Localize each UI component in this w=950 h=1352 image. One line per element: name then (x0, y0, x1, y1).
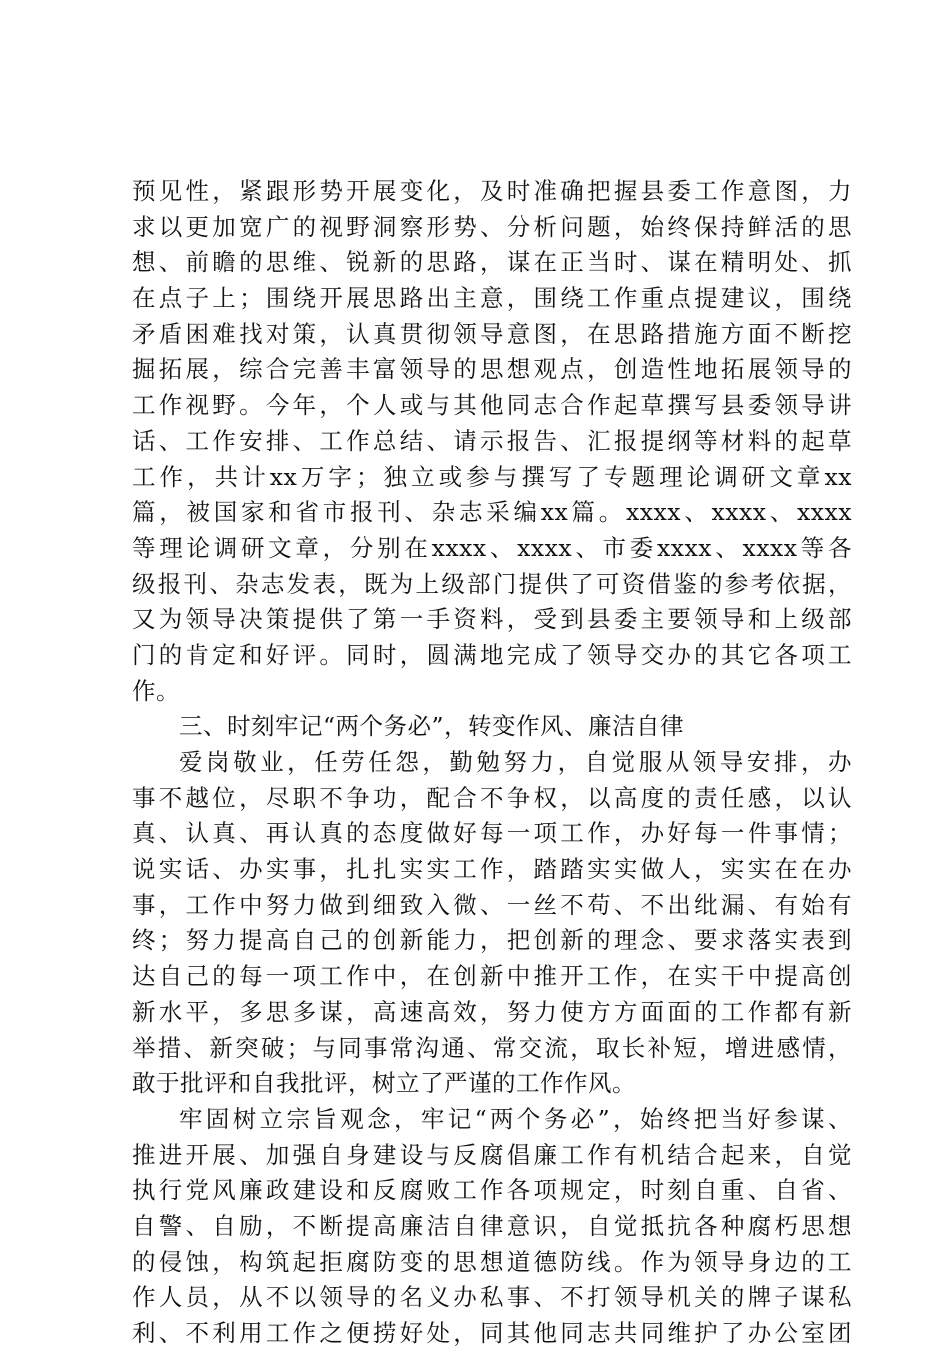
text-line: 在点子上；围绕开展思路出主意，围绕工作重点提建议，围绕 (132, 284, 852, 313)
document-body (132, 174, 852, 1352)
text-line: 想、前瞻的思维、锐新的思路，谋在正当时、谋在精明处、抓 (132, 248, 852, 277)
text-line: 预见性，紧跟形势开展变化，及时准确把握县委工作意图，力 (132, 177, 852, 205)
text-line: 掘拓展，综合完善丰富领导的思想观点，创造性地拓展领导的 (132, 355, 852, 384)
text-line: 求以更加宽广的视野洞察形势、分析问题，始终保持鲜活的思 (132, 212, 852, 241)
text-line: 又为领导决策提供了第一手资料，受到县委主要领导和上级部 (132, 605, 852, 634)
text-line: 的侵蚀，构筑起拒腐防变的思想道德防线。作为领导身边的工 (132, 1247, 852, 1276)
text-line: 真、认真、再认真的态度做好每一项工作，办好每一件事情； (132, 819, 852, 848)
text-line: 话、工作安排、工作总结、请示报告、汇报提纲等材料的起草 (132, 426, 852, 455)
text-line: 矛盾困难找对策，认真贯彻领导意图，在思路措施方面不断挖 (132, 319, 852, 348)
text-line: 事不越位，尽职不争功，配合不争权，以高度的责任感，以认 (132, 783, 852, 812)
text-line: 工作视野。今年，个人或与其他同志合作起草撰写县委领导讲 (132, 391, 852, 420)
text-line: 终；努力提高自己的创新能力，把创新的理念、要求落实表到 (132, 926, 852, 955)
text-line: 等理论调研文章，分别在xxxx、xxxx、市委xxxx、xxxx等各 (132, 533, 852, 562)
text-line: 事，工作中努力做到细致入微、一丝不苟、不出纰漏、有始有 (132, 890, 852, 919)
text-line: 自警、自励，不断提高廉洁自律意识，自觉抵抗各种腐朽思想 (132, 1211, 852, 1240)
text-line: 推进开展、加强自身建设与反腐倡廉工作有机结合起来，自觉 (132, 1140, 852, 1169)
text-line: 敢于批评和自我批评，树立了严谨的工作作风。 (132, 1069, 636, 1098)
text-line: 执行党风廉政建设和反腐败工作各项规定，时刻自重、自省、 (132, 1176, 852, 1205)
text-line: 说实话、办实事，扎扎实实工作，踏踏实实做人，实实在在办 (132, 855, 852, 884)
text-line: 工作，共计xx万字；独立或参与撰写了专题理论调研文章xx (132, 462, 852, 491)
text-line: 级报刊、杂志发表，既为上级部门提供了可资借鉴的参考依据， (132, 569, 852, 598)
section-heading: 三、时刻牢记“两个务必”，转变作风、廉洁自律 (179, 712, 685, 741)
text-line: 达自己的每一项工作中，在创新中推开工作，在实干中提高创 (132, 962, 852, 991)
text-line: 利、不利用工作之便捞好处，同其他同志共同维护了办公室团 (132, 1319, 852, 1347)
text-line: 门的肯定和好评。同时，圆满地完成了领导交办的其它各项工 (132, 640, 852, 669)
text-line: 作。 (132, 676, 180, 705)
text-line: 新水平，多思多谋，高速高效，努力使方方面面的工作都有新 (132, 997, 852, 1026)
text-line: 篇，被国家和省市报刊、杂志采编xx篇。xxxx、xxxx、xxxx (132, 498, 852, 527)
text-line: 作人员，从不以领导的名义办私事、不打领导机关的牌子谋私 (132, 1283, 852, 1312)
paragraph-first-line: 爱岗敬业，任劳任怨，勤勉努力，自觉服从领导安排，办 (179, 748, 852, 776)
text-line: 举措、新突破；与同事常沟通、常交流，取长补短，增进感情， (132, 1033, 852, 1062)
paragraph-first-line: 牢固树立宗旨观念，牢记“两个务必”，始终把当好参谋、 (179, 1104, 852, 1133)
